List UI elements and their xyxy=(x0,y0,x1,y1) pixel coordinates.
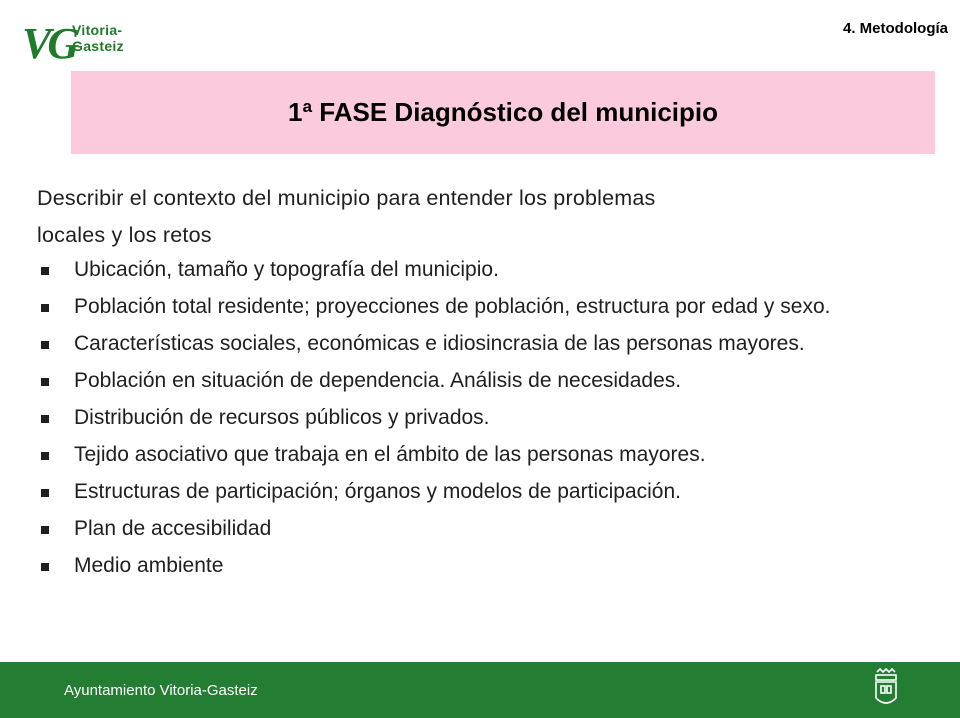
bullet-text: Estructuras de participación; órganos y modelos de participación. xyxy=(74,480,681,503)
bullet-item xyxy=(37,405,952,431)
bullet-text: Tejido asociativo que trabaja en el ámbito de las personas mayores. xyxy=(74,443,706,466)
bullet-text: Características sociales, económicas e idiosincrasia de las personas mayores. xyxy=(74,332,805,355)
vitoria-gasteiz-logo xyxy=(22,18,162,68)
logo-name: Vitoria-Gasteiz xyxy=(72,22,124,54)
bullet-item xyxy=(37,331,952,357)
intro-line-1: Describir el contexto del municipio para entender los problemas xyxy=(37,186,656,210)
bullet-text: Población total residente; proyecciones de población, estructura por edad y sexo. xyxy=(74,295,831,318)
logo-mark: VG xyxy=(22,19,76,68)
bullet-text: Población en situación de dependencia. Análisis de necesidades. xyxy=(74,369,682,392)
footer-text: Ayuntamiento Vitoria-Gasteiz xyxy=(64,682,258,699)
bullet-text: Medio ambiente xyxy=(74,554,224,577)
square-bullet-icon xyxy=(41,415,49,423)
square-bullet-icon xyxy=(41,452,49,460)
footer-bar xyxy=(0,662,960,718)
bullet-item xyxy=(37,294,952,320)
square-bullet-icon xyxy=(41,304,49,312)
bullet-text: Ubicación, tamaño y topografía del municipio. xyxy=(74,258,499,281)
bullet-item xyxy=(37,553,952,579)
intro-line-2: locales y los retos xyxy=(37,223,212,247)
square-bullet-icon xyxy=(41,267,49,275)
city-crest-icon xyxy=(868,668,904,712)
square-bullet-icon xyxy=(41,526,49,534)
bullet-text: Distribución de recursos públicos y privados. xyxy=(74,406,490,429)
title-band xyxy=(71,71,935,154)
bullet-text: Plan de accesibilidad xyxy=(74,517,272,540)
bullet-item xyxy=(37,442,952,468)
bullet-item xyxy=(37,516,952,542)
bullet-item xyxy=(37,257,952,283)
square-bullet-icon xyxy=(41,341,49,349)
bullet-item xyxy=(37,479,952,505)
bullet-list xyxy=(37,257,952,590)
square-bullet-icon xyxy=(41,378,49,386)
square-bullet-icon xyxy=(41,563,49,571)
bullet-item xyxy=(37,368,952,394)
slide-title: 1ª FASE Diagnóstico del municipio xyxy=(287,97,718,127)
section-tag: 4. Metodología xyxy=(843,20,948,37)
intro-text xyxy=(37,180,917,254)
square-bullet-icon xyxy=(41,489,49,497)
